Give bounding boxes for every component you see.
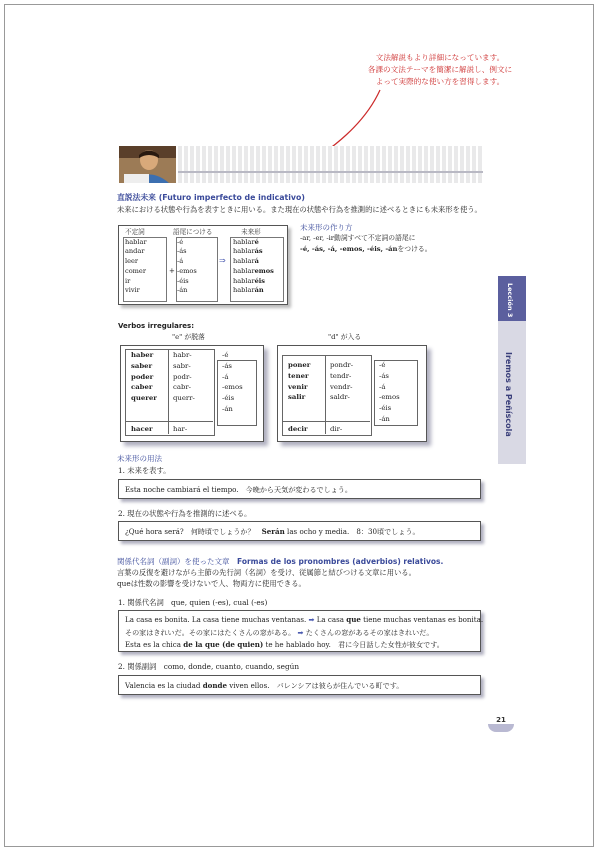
divider (325, 355, 326, 434)
future-form: hablaréis (233, 276, 266, 285)
future-form: hablarán (233, 286, 264, 295)
irregular-group1-table (120, 345, 264, 442)
ending: -án (177, 286, 188, 295)
formation-line2: -é, -ás, -á, -emos, -éis, -ánをつける。 (300, 245, 432, 253)
future-form: hablaré (233, 237, 259, 246)
example-box: Esta noche cambiará el tiempo. 今晩から天気が変わるでしょう。 (118, 479, 481, 499)
infinitive: comer (125, 266, 146, 275)
relatives-item1: 1. 関係代名詞 que, quien (-es), cual (-es) (118, 598, 268, 607)
callout-line: 文法解説もより詳細になっています。 (375, 53, 505, 62)
column-header: 未来形 (241, 228, 261, 236)
formation-line1: -ar, -er, -ir動詞すべて不定詞の語尾に (300, 234, 416, 242)
page-number-ornament (488, 724, 514, 732)
stem-col: pondr- tendr- vendr- saldr- (330, 361, 354, 402)
example-box: ¿Qué hora será? 何時頃でしょうか？ Serán las ocho y media. 8：30頃でしょう。 (118, 521, 481, 541)
lesson-number: Lección 3 (506, 283, 514, 318)
ending: -emos (177, 266, 197, 275)
section-heading: 直説法未来 (Futuro imperfecto de indicativo) (117, 193, 305, 202)
divider (125, 421, 213, 422)
ending-box (176, 237, 218, 302)
future-form: hablarás (233, 247, 263, 256)
intro-text: 未来における状態や行為を表すときに用いる。また現在の状態や行為を推測的に述べるときにも未来形を使う。 (117, 205, 482, 214)
last-inf: hacer (131, 425, 153, 433)
usage-title: 未来形の用法 (117, 454, 162, 463)
ending: -ás (177, 247, 187, 256)
example-line: La casa es bonita. La casa tiene muchas ventanas. ➡ La casa que tiene muchas ventanas es bonita. (125, 615, 484, 624)
future-form: hablaremos (233, 266, 274, 275)
last-inf: decir (288, 425, 308, 433)
irregular-label: Verbos irregulares: (118, 322, 194, 330)
callout-line: 各課の文法テーマを簡潔に解説し、例文に (367, 65, 513, 74)
example-box (118, 610, 484, 652)
infinitive-box (123, 237, 167, 302)
future-form: hablará (233, 257, 259, 266)
page-number: 21 (496, 716, 506, 724)
example-line: Esta es la chica de la que (de quien) te he hablado hoy. 君に今日話した女性が彼女です。 (125, 640, 444, 649)
example-line: その家はきれいだ。その家にはたくさんの窓がある。 ➡ たくさんの窓があるその家はきれいだ。 (125, 627, 434, 637)
future-box (230, 237, 284, 302)
infinitive: vivir (125, 286, 140, 295)
ending: -á (177, 257, 184, 266)
ending-col: -é -ás -á -emos -éis -án (379, 361, 400, 423)
callout-line: よって実際的な使い方を習得します。 (375, 77, 505, 86)
usage-item2: 2. 現在の状態や行為を推測的に述べる。 (118, 509, 252, 518)
inf-col: poner tener venir salir (288, 361, 311, 402)
column-header: 語尾につける (173, 228, 213, 236)
relatives-item2: 2. 関係副詞 como, donde, cuanto, cuando, según (118, 662, 300, 671)
ending: -é (177, 237, 184, 246)
ending: -éis (177, 276, 189, 285)
conjugation-table (118, 225, 288, 305)
divider (168, 349, 169, 434)
lesson-title: Iremos a Peñíscola (504, 352, 513, 437)
callout-note (335, 52, 545, 88)
relatives-line1: 言葉の反復を避けながら主節の先行詞（名詞）を受け、従属節と結びつける文章に用いる。 (117, 568, 416, 577)
formation-title: 未来形の作り方 (300, 223, 353, 232)
header-band (178, 146, 483, 183)
group1-title: "e" が脱落 (172, 333, 205, 341)
divider (282, 421, 370, 422)
infinitive: hablar (125, 237, 147, 246)
last-stem: dir- (330, 425, 343, 433)
relatives-line2: queは性数の影響を受けないで人、物両方に使用できる。 (117, 579, 306, 588)
relatives-title: 関係代名詞（副詞）を使った文章 Formas de los pronombres (adverbios) relativos. (117, 557, 444, 566)
student-photo (119, 146, 176, 183)
inf-col: haber saber poder caber querer (131, 351, 157, 403)
ending-col: -é -ás -á -emos -éis -án (222, 351, 243, 413)
example-box: Valencia es la ciudad donde viven ellos. バレンシアは彼らが住んでいる町です。 (118, 675, 481, 695)
infinitive: ir (125, 276, 131, 285)
irregular-group2-table (277, 345, 427, 442)
infinitive: leer (125, 257, 139, 266)
arrow-icon: ⇒ (219, 256, 226, 265)
last-stem: har- (173, 425, 188, 433)
usage-item1: 1. 未来を表す。 (118, 466, 171, 475)
infinitive: andar (125, 247, 145, 256)
group2-title: "d" が入る (328, 333, 362, 341)
header-rule (178, 171, 483, 173)
column-header: 不定詞 (125, 228, 145, 236)
stem-col: habr- sabr- podr- cabr- querr- (173, 351, 195, 403)
plus-sign: + (169, 267, 175, 275)
